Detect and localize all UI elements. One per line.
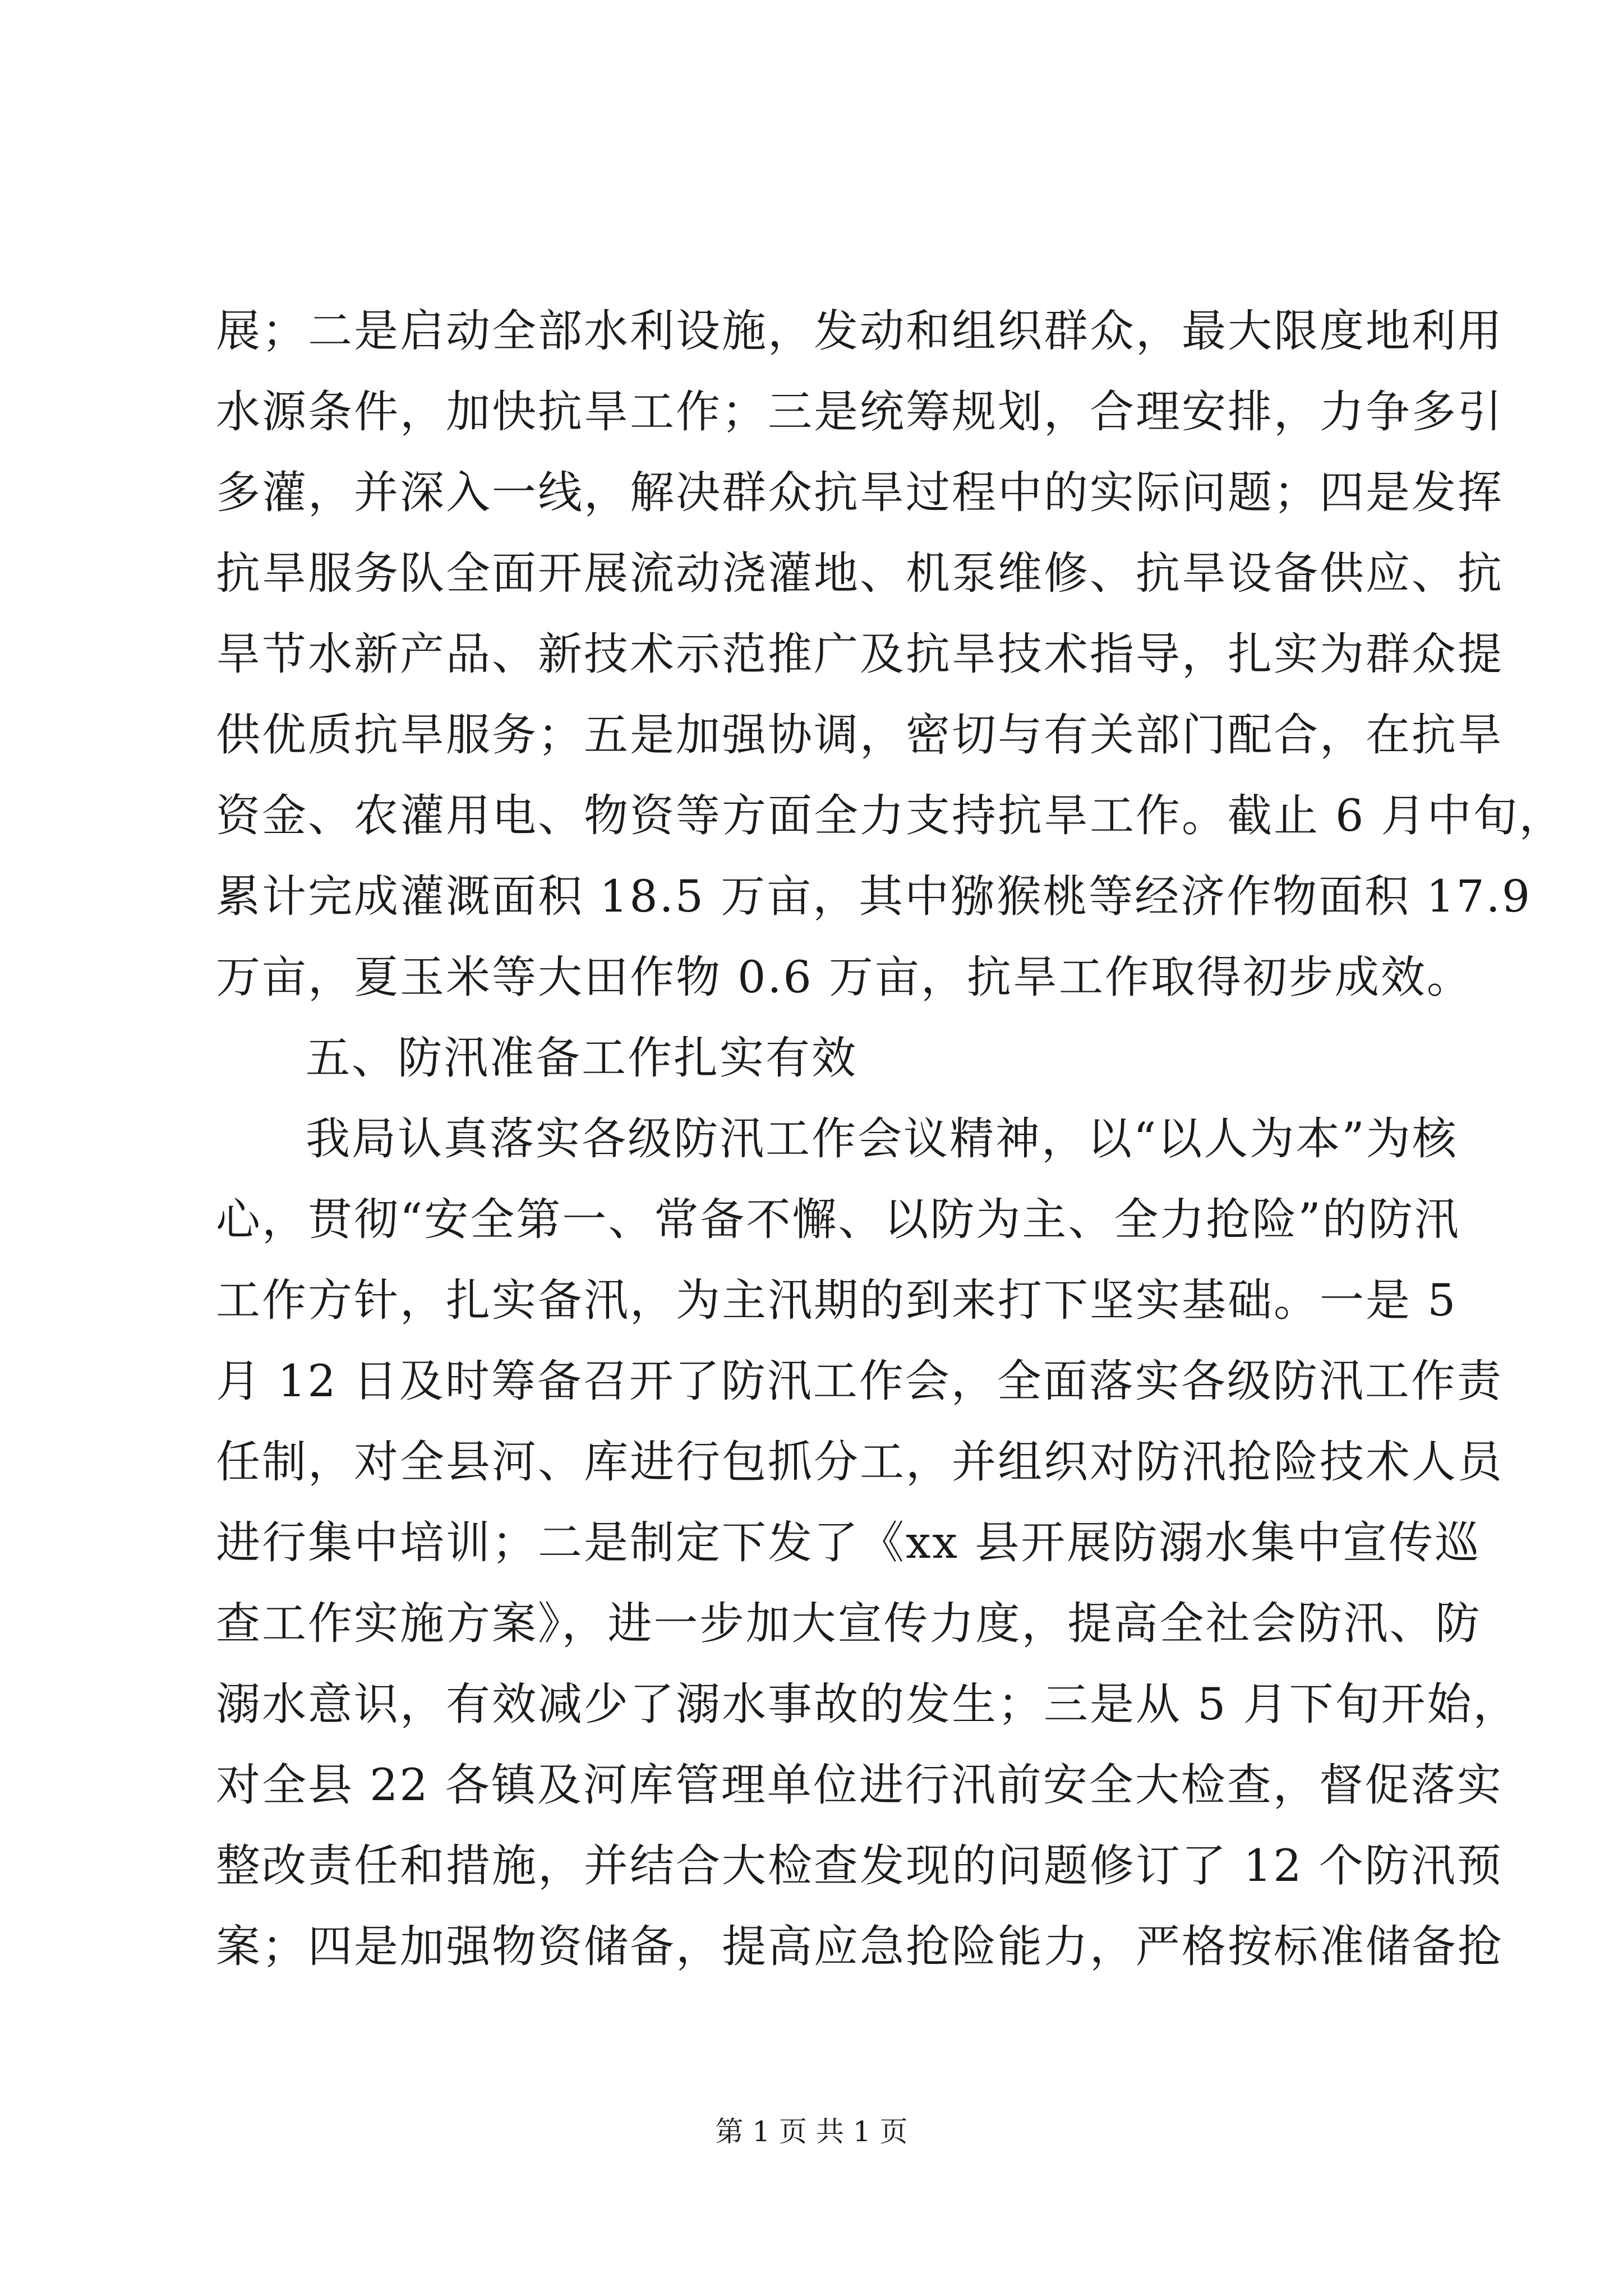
body-line: 对全县 22 各镇及河库管理单位进行汛前安全大检查，督促落实 [216,1759,1503,1811]
body-line: 抗旱服务队全面开展流动浇灌地、机泵维修、抗旱设备供应、抗 [216,547,1504,599]
body-line: 旱节水新产品、新技术示范推广及抗旱技术指导，扎实为群众提 [216,628,1504,680]
body-line: 任制，对全县河、库进行包抓分工，并组织对防汛抢险技术人员 [216,1436,1504,1488]
page-number-footer: 第 1 页 共 1 页 [715,2115,908,2148]
body-line: 进行集中培训；二是制定下发了《xx 县开展防溺水集中宣传巡 [216,1517,1481,1568]
body-line: 我局认真落实各级防汛工作会议精神，以“以人为本”为核 [306,1113,1458,1165]
body-line: 资金、农灌用电、物资等方面全力支持抗旱工作。截止 6 月中旬， [216,790,1565,841]
body-line: 案；四是加强物资储备，提高应急抢险能力，严格按标准储备抢 [216,1921,1504,1972]
body-line: 多灌，并深入一线，解决群众抗旱过程中的实际问题；四是发挥 [216,467,1504,518]
body-line: 展；二是启动全部水利设施，发动和组织群众，最大限度地利用 [216,305,1504,357]
body-line: 溺水意识，有效减少了溺水事故的发生；三是从 5 月下旬开始， [216,1678,1519,1730]
body-line: 万亩，夏玉米等大田作物 0.6 万亩，抗旱工作取得初步成效。 [216,951,1473,1003]
body-line: 心，贯彻“安全第一、常备不懈、以防为主、全力抢险”的防汛 [216,1194,1460,1245]
body-line: 累计完成灌溉面积 18.5 万亩，其中猕猴桃等经济作物面积 17.9 [216,871,1532,922]
body-line: 水源条件，加快抗旱工作；三是统筹规划，合理安排，力争多引 [216,386,1504,438]
section-heading: 五、防汛准备工作扎实有效 [306,1032,857,1084]
body-line: 供优质抗旱服务；五是加强协调，密切与有关部门配合，在抗旱 [216,709,1504,761]
body-line: 月 12 日及时筹备召开了防汛工作会，全面落实各级防汛工作责 [216,1355,1503,1407]
body-line: 查工作实施方案》，进一步加大宣传力度，提高全社会防汛、防 [216,1598,1482,1649]
body-line: 工作方针，扎实备汛，为主汛期的到来打下坚实基础。一是 5 [216,1274,1458,1326]
body-line: 整改责任和措施，并结合大检查发现的问题修订了 12 个防汛预 [216,1840,1503,1892]
